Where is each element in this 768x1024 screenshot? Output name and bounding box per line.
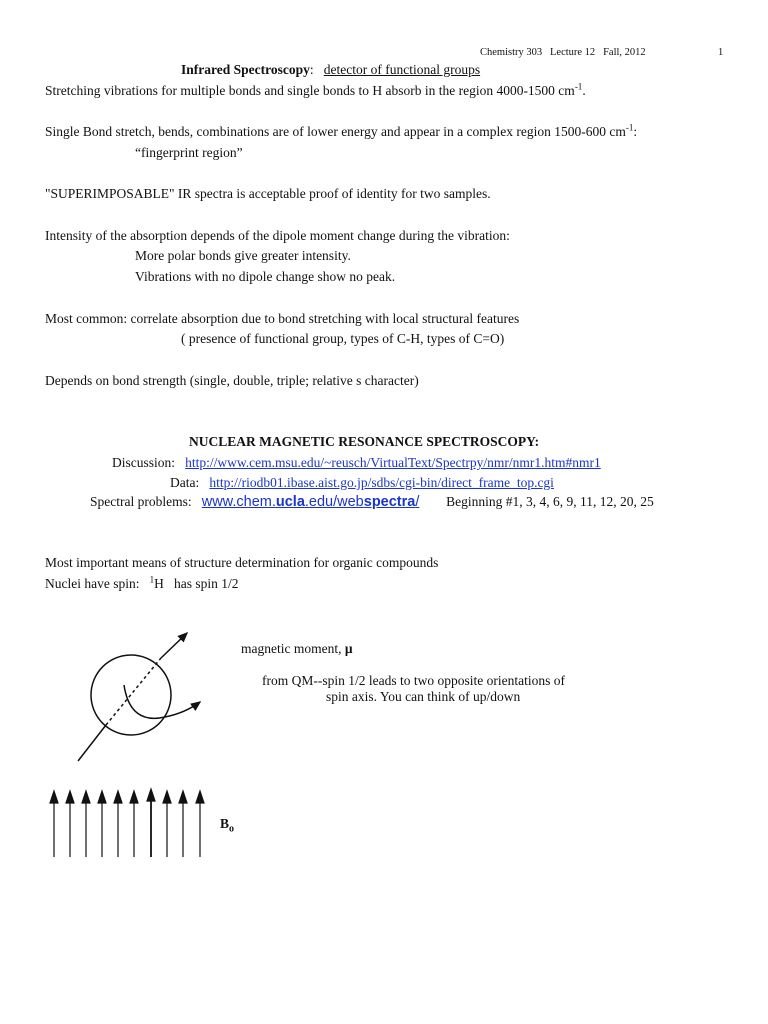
ir-stretching-end: .	[582, 83, 586, 98]
rotation-arrow	[124, 685, 200, 718]
nmr-spin-suffix: has spin 1/2	[173, 576, 239, 591]
ir-fingerprint: “fingerprint region”	[135, 145, 243, 160]
nmr-discussion-label: Discussion:	[112, 455, 176, 470]
ir-stretching-sup: -1	[574, 81, 583, 92]
ir-single-bond-sup: -1	[625, 122, 634, 133]
spin-axis-dashed	[106, 658, 161, 725]
field-arrow-head-6	[130, 791, 138, 803]
ir-depends: Depends on bond strength (single, double, triple; relative s character)	[45, 373, 419, 388]
ir-intensity: Intensity of the absorption depends of the dipole moment change during the vibration:	[45, 228, 510, 243]
field-arrow-head-4	[98, 791, 106, 803]
link-part-3: .edu/web	[304, 494, 364, 510]
nmr-spin-line	[45, 576, 239, 592]
magnetic-moment-text: magnetic moment,	[241, 641, 342, 656]
ir-stretching-text: Stretching vibrations for multiple bonds and single bonds to H absorb in the region 4000-1500 cm	[45, 83, 575, 98]
nmr-problems-row	[90, 494, 654, 511]
nmr-title: NUCLEAR MAGNETIC RESONANCE SPECTROSCOPY:	[189, 434, 540, 449]
ir-intensity-point-1: More polar bonds give greater intensity.	[135, 248, 351, 263]
field-arrow-head-9	[179, 791, 187, 803]
course-name: Chemistry 303	[480, 47, 543, 58]
ir-title-colon: :	[309, 62, 314, 77]
nmr-problems-link[interactable]	[202, 494, 420, 510]
field-symbol: B	[220, 816, 230, 831]
magnetic-moment-label	[241, 641, 353, 657]
term: Fall, 2012	[603, 47, 646, 58]
running-header	[480, 47, 646, 60]
nmr-spin-mass: 1	[149, 574, 155, 585]
field-arrow-head-7	[147, 789, 155, 801]
link-part-4: spectra	[363, 494, 416, 510]
ir-superimposable: "SUPERIMPOSABLE" IR spectra is acceptable proof of identity for two samples.	[45, 186, 491, 201]
nmr-discussion-row	[112, 455, 601, 471]
link-part-2: ucla	[275, 494, 305, 510]
field-arrow-head-2	[66, 791, 74, 803]
ir-title	[181, 62, 480, 78]
ir-line-stretching	[45, 83, 586, 99]
nmr-spin-element: H	[154, 576, 164, 591]
link-part-5: /	[415, 494, 420, 510]
ir-single-bond-end: :	[633, 124, 638, 139]
ir-most-common: Most common: correlate absorption due to bond stretching with local structural features	[45, 311, 520, 326]
field-subscript: o	[229, 823, 235, 835]
nmr-data-row	[170, 475, 554, 491]
nmr-spin-prefix: Nuclei have spin:	[45, 576, 140, 591]
nmr-data-label: Data:	[170, 475, 200, 490]
field-arrow-head-10	[196, 791, 204, 803]
link-part-1: www.chem.	[201, 494, 276, 510]
nmr-most-important: Most important means of structure determination for organic compounds	[45, 555, 439, 570]
nucleus-circle	[91, 655, 171, 735]
ir-single-bond-text: Single Bond stretch, bends, combinations are of lower energy and appear in a complex region 1500-600 cm	[45, 124, 626, 139]
nmr-problems-list: Beginning #1, 3, 4, 6, 9, 11, 12, 20, 25	[446, 494, 654, 509]
page-number: 1	[718, 47, 724, 58]
ir-title-bold: Infrared Spectroscopy	[181, 62, 310, 77]
nmr-data-link-visible[interactable]: http://riodb01.ibase.aist.go.jp/sdbs/cgi-bin/direct_frame_top.cgi	[209, 475, 554, 490]
field-arrow-head-3	[82, 791, 90, 803]
ir-intensity-point-2: Vibrations with no dipole change show no peak.	[135, 269, 396, 284]
ir-line-single-bond	[45, 124, 637, 140]
mu-symbol: μ	[344, 641, 353, 656]
ir-presence: ( presence of functional group, types of C-H, types of C=O)	[181, 331, 505, 346]
lecture-number: Lecture 12	[550, 47, 596, 58]
field-arrow-head-8	[163, 791, 171, 803]
magnetic-field-arrows	[45, 785, 215, 865]
nmr-problems-label: Spectral problems:	[90, 494, 192, 509]
field-arrow-head-1	[50, 791, 58, 803]
spinning-nucleus-figure	[60, 625, 260, 785]
nmr-discussion-link[interactable]: http://www.cem.msu.edu/~reusch/VirtualText/Spectrpy/nmr/nmr1.htm#nmr1	[185, 455, 601, 470]
qm-line-1: from QM--spin 1/2 leads to two opposite orientations of	[262, 673, 565, 688]
ir-title-subtitle: detector of functional groups	[323, 62, 481, 77]
spin-axis-lower	[78, 725, 106, 761]
magnetic-moment-arrow	[161, 633, 187, 658]
field-arrow-head-5	[114, 791, 122, 803]
field-label	[220, 816, 234, 836]
qm-line-2: spin axis. You can think of up/down	[326, 689, 521, 704]
